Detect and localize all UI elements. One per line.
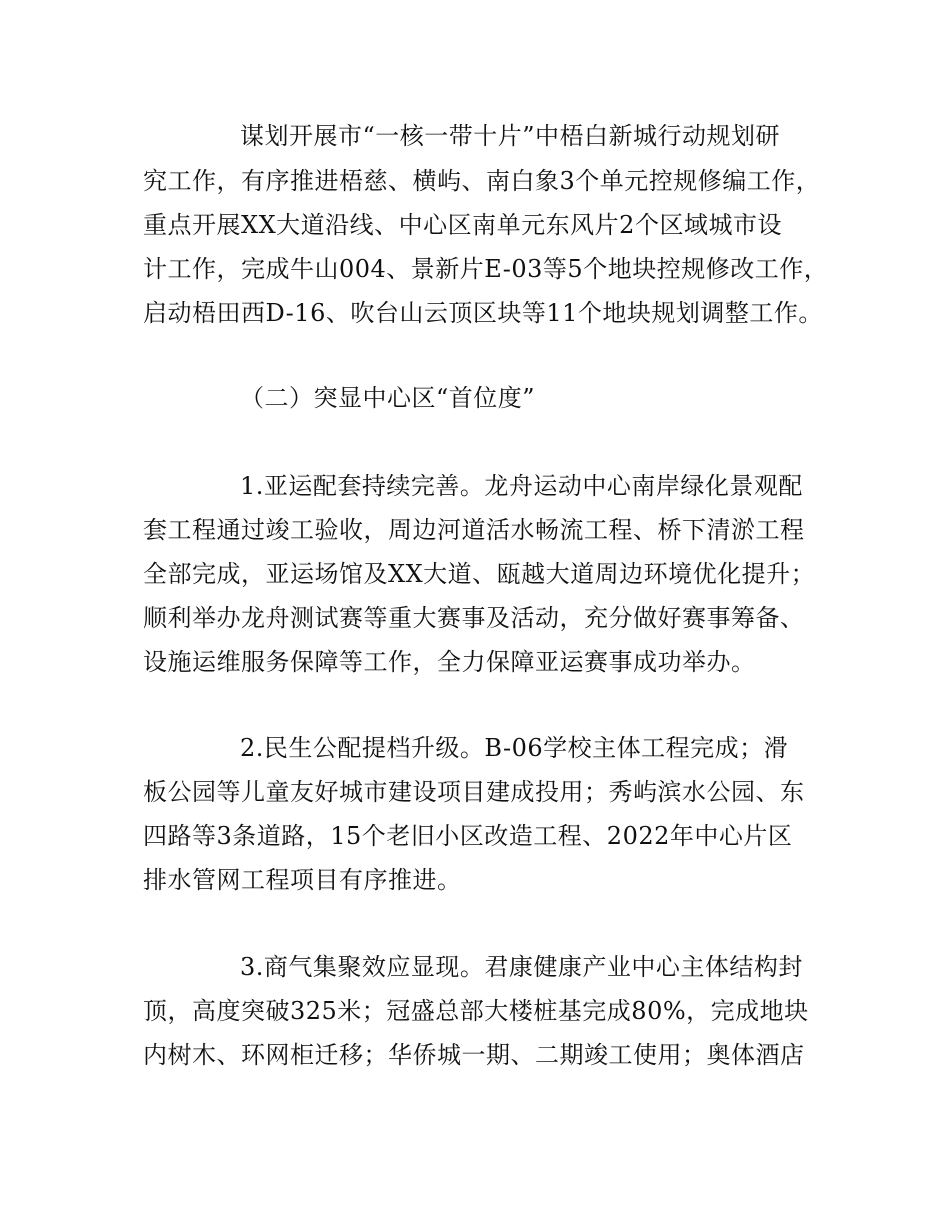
paragraph-line: 2.民生公配提档升级。B-06学校主体工程完成；滑 — [240, 734, 789, 762]
paragraph-line: 顺利举办龙舟测试赛等重大赛事及活动，充分做好赛事筹备、 — [143, 604, 805, 632]
paragraph-line: 全部完成，亚运场馆及XX大道、瓯越大道周边环境优化提升； — [143, 560, 816, 588]
paragraph-line: 四路等3条道路，15个老旧小区改造工程、2022年中心片区 — [143, 822, 793, 850]
paragraph-line: 顶，高度突破325米；冠盛总部大楼桩基完成80%，完成地块 — [143, 997, 809, 1025]
paragraph-line: 内树木、环网柜迁移；华侨城一期、二期竣工使用；奥体酒店 — [143, 1041, 805, 1069]
paragraph-line: 计工作，完成牛山004、景新片E-03等5个地块控规修改工作， — [143, 255, 829, 283]
paragraph-line: 重点开展XX大道沿线、中心区南单元东风片2个区域城市设 — [143, 211, 782, 239]
paragraph-line: 启动梧田西D-16、吹台山云顶区块等11个地块规划调整工作。 — [143, 299, 823, 327]
section-heading: （二）突显中心区“首位度” — [240, 384, 536, 412]
paragraph-line: 谋划开展市“一核一带十片”中梧白新城行动规划研 — [240, 122, 781, 150]
paragraph-line: 3.商气集聚效应显现。君康健康产业中心主体结构封 — [240, 953, 803, 981]
paragraph-line: 设施运维服务保障等工作，全力保障亚运赛事成功举办。 — [143, 648, 756, 676]
paragraph-line: 排水管网工程项目有序推进。 — [143, 866, 462, 894]
paragraph-line: 1.亚运配套持续完善。龙舟运动中心南岸绿化景观配 — [240, 472, 803, 500]
paragraph-line: 究工作，有序推进梧慈、横屿、南白象3个单元控规修编工作， — [143, 167, 821, 195]
paragraph-line: 板公园等儿童友好城市建设项目建成投用；秀屿滨水公园、东 — [143, 778, 805, 806]
paragraph-line: 套工程通过竣工验收，周边河道活水畅流工程、桥下清淤工程 — [143, 516, 805, 544]
